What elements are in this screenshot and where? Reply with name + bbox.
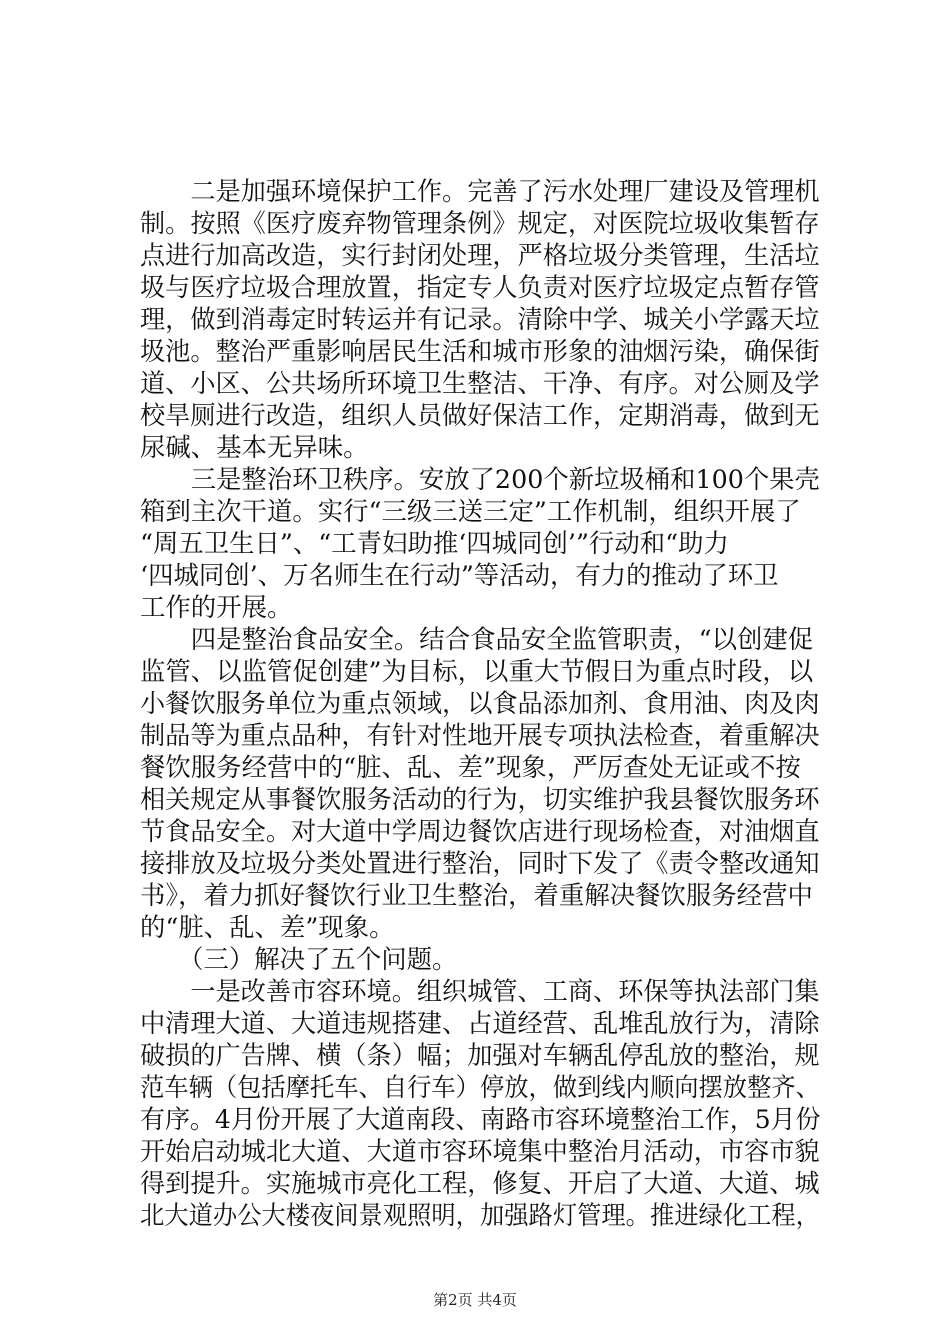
- text-line: 点进行加高改造，实行封闭处理，严格垃圾分类管理，生活垃: [140, 240, 820, 270]
- text-line: 三是整治环卫秩序。安放了200个新垃圾桶和100个果壳: [140, 464, 820, 494]
- text-line: 制。按照《医疗废弃物管理条例》规定，对医院垃圾收集暂存: [140, 208, 820, 238]
- text-line: 四是整治食品安全。结合食品安全监管职责，“以创建促: [140, 624, 814, 654]
- text-line: 一是改善市容环境。组织城管、工商、环保等执法部门集: [140, 976, 820, 1006]
- text-line: ‘四城同创’、万名师生在行动”等活动，有力的推动了环卫: [140, 560, 779, 590]
- text-line: 中清理大道、大道违规搭建、占道经营、乱堆乱放行为，清除: [140, 1008, 820, 1038]
- text-line: 圾与医疗垃圾合理放置，指定专人负责对医疗垃圾定点暂存管: [140, 272, 820, 302]
- text-line: 尿碱、基本无异味。: [140, 432, 369, 462]
- text-line: 范车辆（包括摩托车、自行车）停放，做到线内顺向摆放整齐、: [140, 1072, 820, 1102]
- text-line: 书》，着力抓好餐饮行业卫生整治，着重解决餐饮服务经营中: [140, 880, 813, 910]
- text-line: “周五卫生日”、“工青妇助推‘四城同创’”行动和“助力: [140, 528, 729, 558]
- text-line: 接排放及垃圾分类处置进行整治，同时下发了《责令整改通知: [140, 848, 820, 878]
- text-line: 小餐饮服务单位为重点领域，以食品添加剂、食用油、肉及肉: [140, 688, 820, 718]
- text-line: 圾池。整治严重影响居民生活和城市形象的油烟污染，确保街: [140, 336, 820, 366]
- text-line: 开始启动城北大道、大道市容环境集中整治月活动，市容市貌: [140, 1136, 820, 1166]
- text-line: 有序。4月份开展了大道南段、南路市容环境整治工作，5月份: [140, 1104, 821, 1134]
- text-line: 餐饮服务经营中的“脏、乱、差”现象，严厉查处无证或不按: [140, 752, 801, 782]
- text-line: 监管、以监管促创建”为目标，以重大节假日为重点时段，以: [140, 656, 814, 686]
- text-line: 理，做到消毒定时转运并有记录。清除中学、城关小学露天垃: [140, 304, 820, 334]
- text-line: 相关规定从事餐饮服务活动的行为，切实维护我县餐饮服务环: [140, 784, 820, 814]
- text-line: 工作的开展。: [140, 592, 293, 622]
- text-line: 的“脏、乱、差”现象。: [140, 912, 395, 942]
- text-line: 制品等为重点品种，有针对性地开展专项执法检查，着重解决: [140, 720, 820, 750]
- text-line: 破损的广告牌、横（条）幅；加强对车辆乱停乱放的整治，规: [140, 1040, 820, 1070]
- text-line: 箱到主次干道。实行“三级三送三定”工作机制，组织开展了: [140, 496, 801, 526]
- text-line: 北大道办公大楼夜间景观照明，加强路灯管理。推进绿化工程，: [140, 1200, 820, 1230]
- text-line: 得到提升。实施城市亮化工程，修复、开启了大道、大道、城: [140, 1168, 820, 1198]
- text-line: 二是加强环境保护工作。完善了污水处理厂建设及管理机: [140, 176, 820, 206]
- text-line: 道、小区、公共场所环境卫生整洁、干净、有序。对公厕及学: [140, 368, 820, 398]
- page-number-footer: 第2页 共4页: [433, 1291, 517, 1309]
- section-heading: （三）解决了五个问题。: [140, 944, 458, 974]
- text-line: 节食品安全。对大道中学周边餐饮店进行现场检查，对油烟直: [140, 816, 820, 846]
- text-line: 校旱厕进行改造，组织人员做好保洁工作，定期消毒，做到无: [140, 400, 820, 430]
